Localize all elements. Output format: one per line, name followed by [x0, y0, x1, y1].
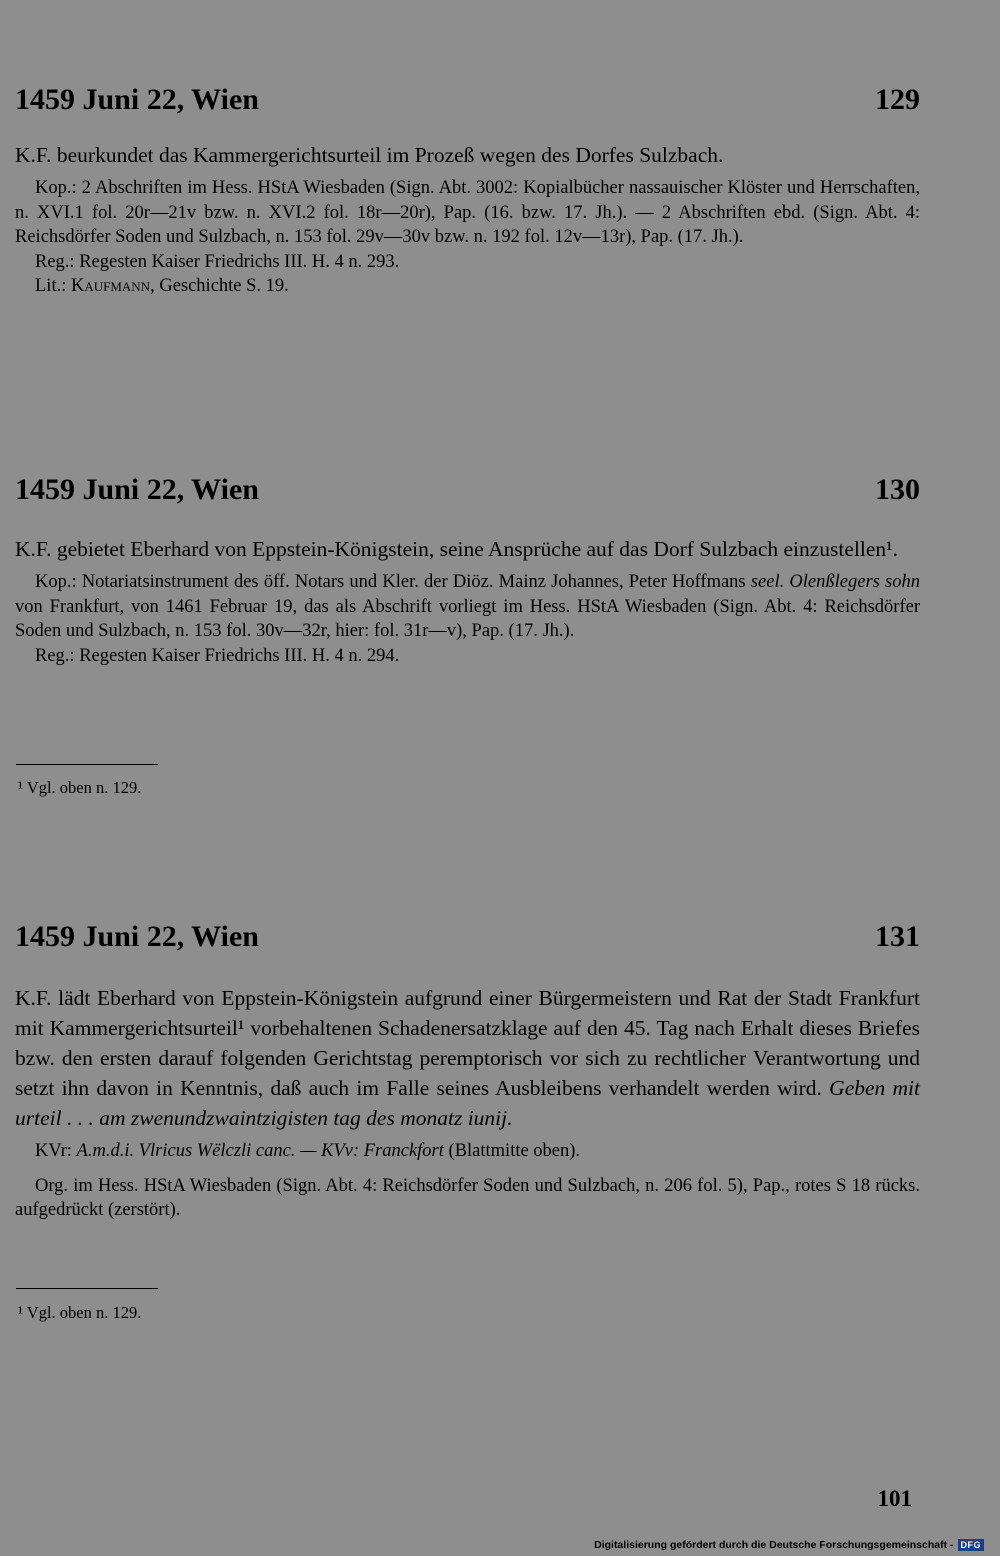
entry-heading — [15, 80, 920, 120]
summary-text: K.F. lädt Eberhard von Eppstein-Königstein aufgrund einer Bürgermeistern und Rat der Stadt Frankfurt mit Kammergerichtsurteil¹ vorbehaltenen Schadenersatzklage auf den 45. Tag nach Erhalt dieses Briefes bzw. den ersten darauf folgenden Gerichtstag peremptorisch vor sich zu rechtlicher Verantwortung und setzt ihn davon in Kenntnis, daß auch im Falle seines Ausbleibens verhandelt werden wird. — [15, 986, 920, 1100]
entry-heading — [15, 470, 920, 510]
kv-prefix: KVr: — [35, 1141, 77, 1161]
entry-number: 129 — [875, 83, 920, 116]
entry-copies — [15, 570, 920, 644]
entry-endorsement — [15, 1139, 920, 1164]
lit-rest: , Geschichte S. 19. — [150, 276, 289, 296]
kop-text-italic: seel. Olenßlegers sohn — [750, 572, 920, 592]
entry-summary — [15, 983, 920, 1133]
credit-text: Digitalisierung gefördert durch die Deutsche Forschungsgemeinschaft - — [594, 1539, 954, 1551]
entry-date: 1459 Juni 22, Wien — [15, 83, 259, 116]
entry-literature — [15, 274, 920, 299]
entry-regest: Reg.: Regesten Kaiser Friedrichs III. H. 4 n. 294. — [35, 645, 400, 666]
footnote: ¹ Vgl. oben n. 129. — [18, 778, 142, 797]
footnote: ¹ Vgl. oben n. 129. — [18, 1303, 142, 1322]
dfg-logo: DFG — [958, 1539, 985, 1551]
entry-copies: Kop.: 2 Abschriften im Hess. HStA Wiesbaden (Sign. Abt. 3002: Kopialbücher nassauischer Klöster und Herrschaften, n. XVI.1 fol. 20r—21v bzw. n. XVI.2 fol. 18r—20r), Pap. (16. bzw. 17. Jh.). — 2 Abschriften ebd. (Sign. Abt. 4: Reichsdörfer Soden und Sulzbach, n. 153 fol. 29v—30v bzw. n. 192 fol. 12v—13r), Pap. (17. Jh.). — [15, 178, 920, 247]
entry-date: 1459 Juni 22, Wien — [15, 473, 259, 506]
summary-quote: Geben mit urteil . . . am zwenundzwaintzigisten tag des monatz iunij. — [15, 1076, 920, 1130]
entry-date: 1459 Juni 22, Wien — [15, 920, 259, 953]
entry-130 — [15, 470, 920, 668]
entry-number: 131 — [875, 920, 920, 953]
kop-text-b: von Frankfurt, von 1461 Februar 19, das als Abschrift vorliegt im Hess. HStA Wiesbaden (Sign. Abt. 4: Reichsdörfer Soden und Sulzbach, n. 153 fol. 30v—32r, hier: fol. 31r—v), Pap. (17. Jh.). — [15, 596, 920, 641]
entry-heading — [15, 917, 920, 957]
kop-text-a: Kop.: Notariatsinstrument des öff. Notars und Kler. der Diöz. Mainz Johannes, Peter Hoffmans — [35, 572, 751, 592]
lit-author: Kaufmann — [70, 276, 151, 296]
entry-regest: Reg.: Regesten Kaiser Friedrichs III. H. 4 n. 293. — [35, 251, 400, 272]
page-number: 101 — [877, 1486, 912, 1511]
entry-131 — [15, 917, 920, 1223]
lit-prefix: Lit.: — [35, 276, 71, 296]
kv-italic: A.m.d.i. Vlricus Wëlczli canc. — KVv: Franckfort — [76, 1141, 444, 1161]
funding-credit — [594, 1539, 984, 1551]
entry-original: Org. im Hess. HStA Wiesbaden (Sign. Abt. 4: Reichsdörfer Soden und Sulzbach, n. 206 fol. 5), Pap., rotes S 18 rücks. aufgedrückt (zerstört). — [15, 1175, 920, 1220]
entry-129 — [15, 80, 920, 299]
entry-summary: K.F. gebietet Eberhard von Eppstein-Königstein, seine Ansprüche auf das Dorf Sulzbach einzustellen¹. — [15, 537, 899, 561]
entry-number: 130 — [875, 473, 920, 506]
kv-rest: (Blattmitte oben). — [443, 1141, 581, 1161]
footnote-rule — [16, 764, 158, 765]
entry-summary: K.F. beurkundet das Kammergerichtsurteil im Prozeß wegen des Dorfes Sulzbach. — [15, 143, 724, 167]
footnote-rule — [16, 1288, 158, 1289]
